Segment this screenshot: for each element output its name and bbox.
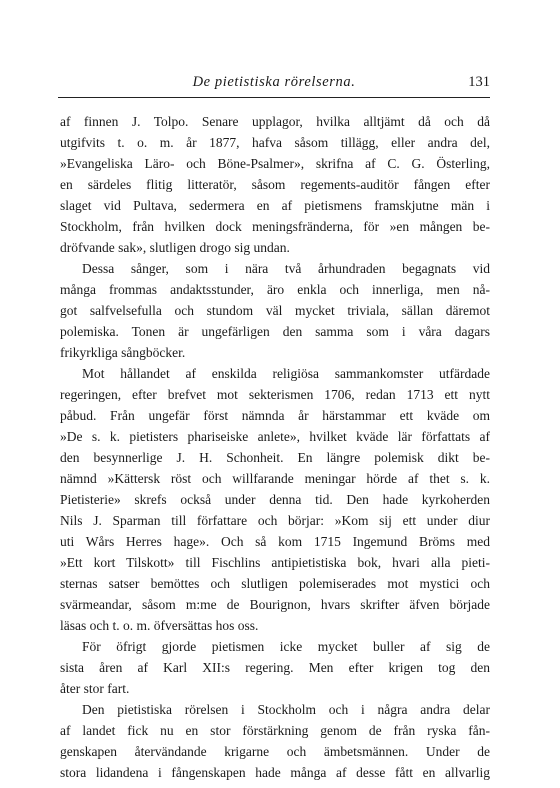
text-line: stora lidandena i fångenskapen hade många af desse fått en allvarlig	[60, 765, 490, 780]
text-line: »Ett kort Tilskott» till Fischlins antipietistiska bok, hvari alla pieti-	[60, 555, 490, 570]
text-line: Nils J. Sparman till författare och börjar: »Kom sij ett under diur	[60, 513, 490, 528]
text-line: den besynnerlige J. H. Schonheit. En längre polemisk dikt be-	[60, 450, 490, 465]
text-line: slaget vid Pultava, sedermera en af pietismens framskjutne män i	[60, 198, 490, 213]
text-line: Den pietistiska rörelsen i Stockholm och i några andra delar	[82, 702, 490, 717]
text-line: genskapen återvändande krigarne och ämbetsmännen. Under de	[60, 744, 490, 759]
text-line: För öfrigt gjorde pietismen icke mycket buller af sig de	[82, 639, 490, 654]
text-line: af landet fick nu en stor förstärkning genom de från ryska fån-	[60, 723, 490, 738]
text-line: polemiska. Tonen är ungefärligen den samma som i våra dagars	[60, 324, 490, 339]
text-line: uti Wårs Herres hage». Och så kom 1715 Ingemund Bröms med	[60, 534, 490, 549]
page-number: 131	[468, 74, 490, 90]
text-line: sista åren af Karl XII:s regering. Men efter krigen tog den	[60, 660, 490, 675]
text-line: en särdeles flitig litteratör, såsom regements-auditör fången efter	[60, 177, 490, 192]
text-line: regeringen, efter brefvet mot sekterismen 1706, redan 1713 ett nytt	[60, 387, 490, 402]
text-line: got salfvelsefulla och stundom väl mycket triviala, sällan däremot	[60, 303, 490, 318]
text-line: frikyrkliga sångböcker.	[60, 345, 186, 360]
text-line: läsas och t. o. m. öfversättas hos oss.	[60, 618, 259, 633]
text-line: många frommas andaktsstunder, äro enkla och innerliga, men nå-	[60, 282, 490, 297]
text-line: svärmeandar, såsom m:me de Bourignon, hvars skrifter äfven började	[60, 597, 490, 612]
text-line: »De s. k. pietisters phariseiske anlete», hvilket kväde lär författats af	[60, 429, 490, 444]
running-head	[58, 74, 490, 96]
text-line: utgifvits t. o. m. år 1877, hafva såsom tillägg, eller andra del,	[60, 135, 490, 150]
body-text	[60, 111, 490, 783]
text-line: åter stor fart.	[60, 681, 130, 696]
text-line: sternas satser bemöttes och slutligen polemiserades mot mystici och	[60, 576, 490, 591]
text-line: Pietisterie» skrefs också under denna tid. Den hade kyrkoherden	[60, 492, 490, 507]
text-line: nämnd »Kättersk röst och willfarande meningar hörde af thet s. k.	[60, 471, 490, 486]
text-line: Stockholm, från hvilken dock meningsfränderna, för »en mången be-	[60, 219, 490, 234]
text-line: påbud. Från ungefär först nämnda år härstammar ett kväde om	[60, 408, 490, 423]
running-title: De pietistiska rörelserna.	[192, 74, 356, 90]
text-line: dröfvande sak», slutligen drogo sig undan.	[60, 240, 290, 255]
text-line: »Evangeliska Läro- och Böne-Psalmer», skrifna af C. G. Österling,	[60, 156, 490, 171]
header-rule	[58, 97, 490, 98]
text-line: af finnen J. Tolpo. Senare upplagor, hvilka alltjämt då och då	[60, 114, 490, 129]
text-line: Mot hållandet af enskilda religiösa sammankomster utfärdade	[82, 366, 490, 381]
text-line: Dessa sånger, som i nära två århundraden begagnats vid	[82, 261, 490, 276]
